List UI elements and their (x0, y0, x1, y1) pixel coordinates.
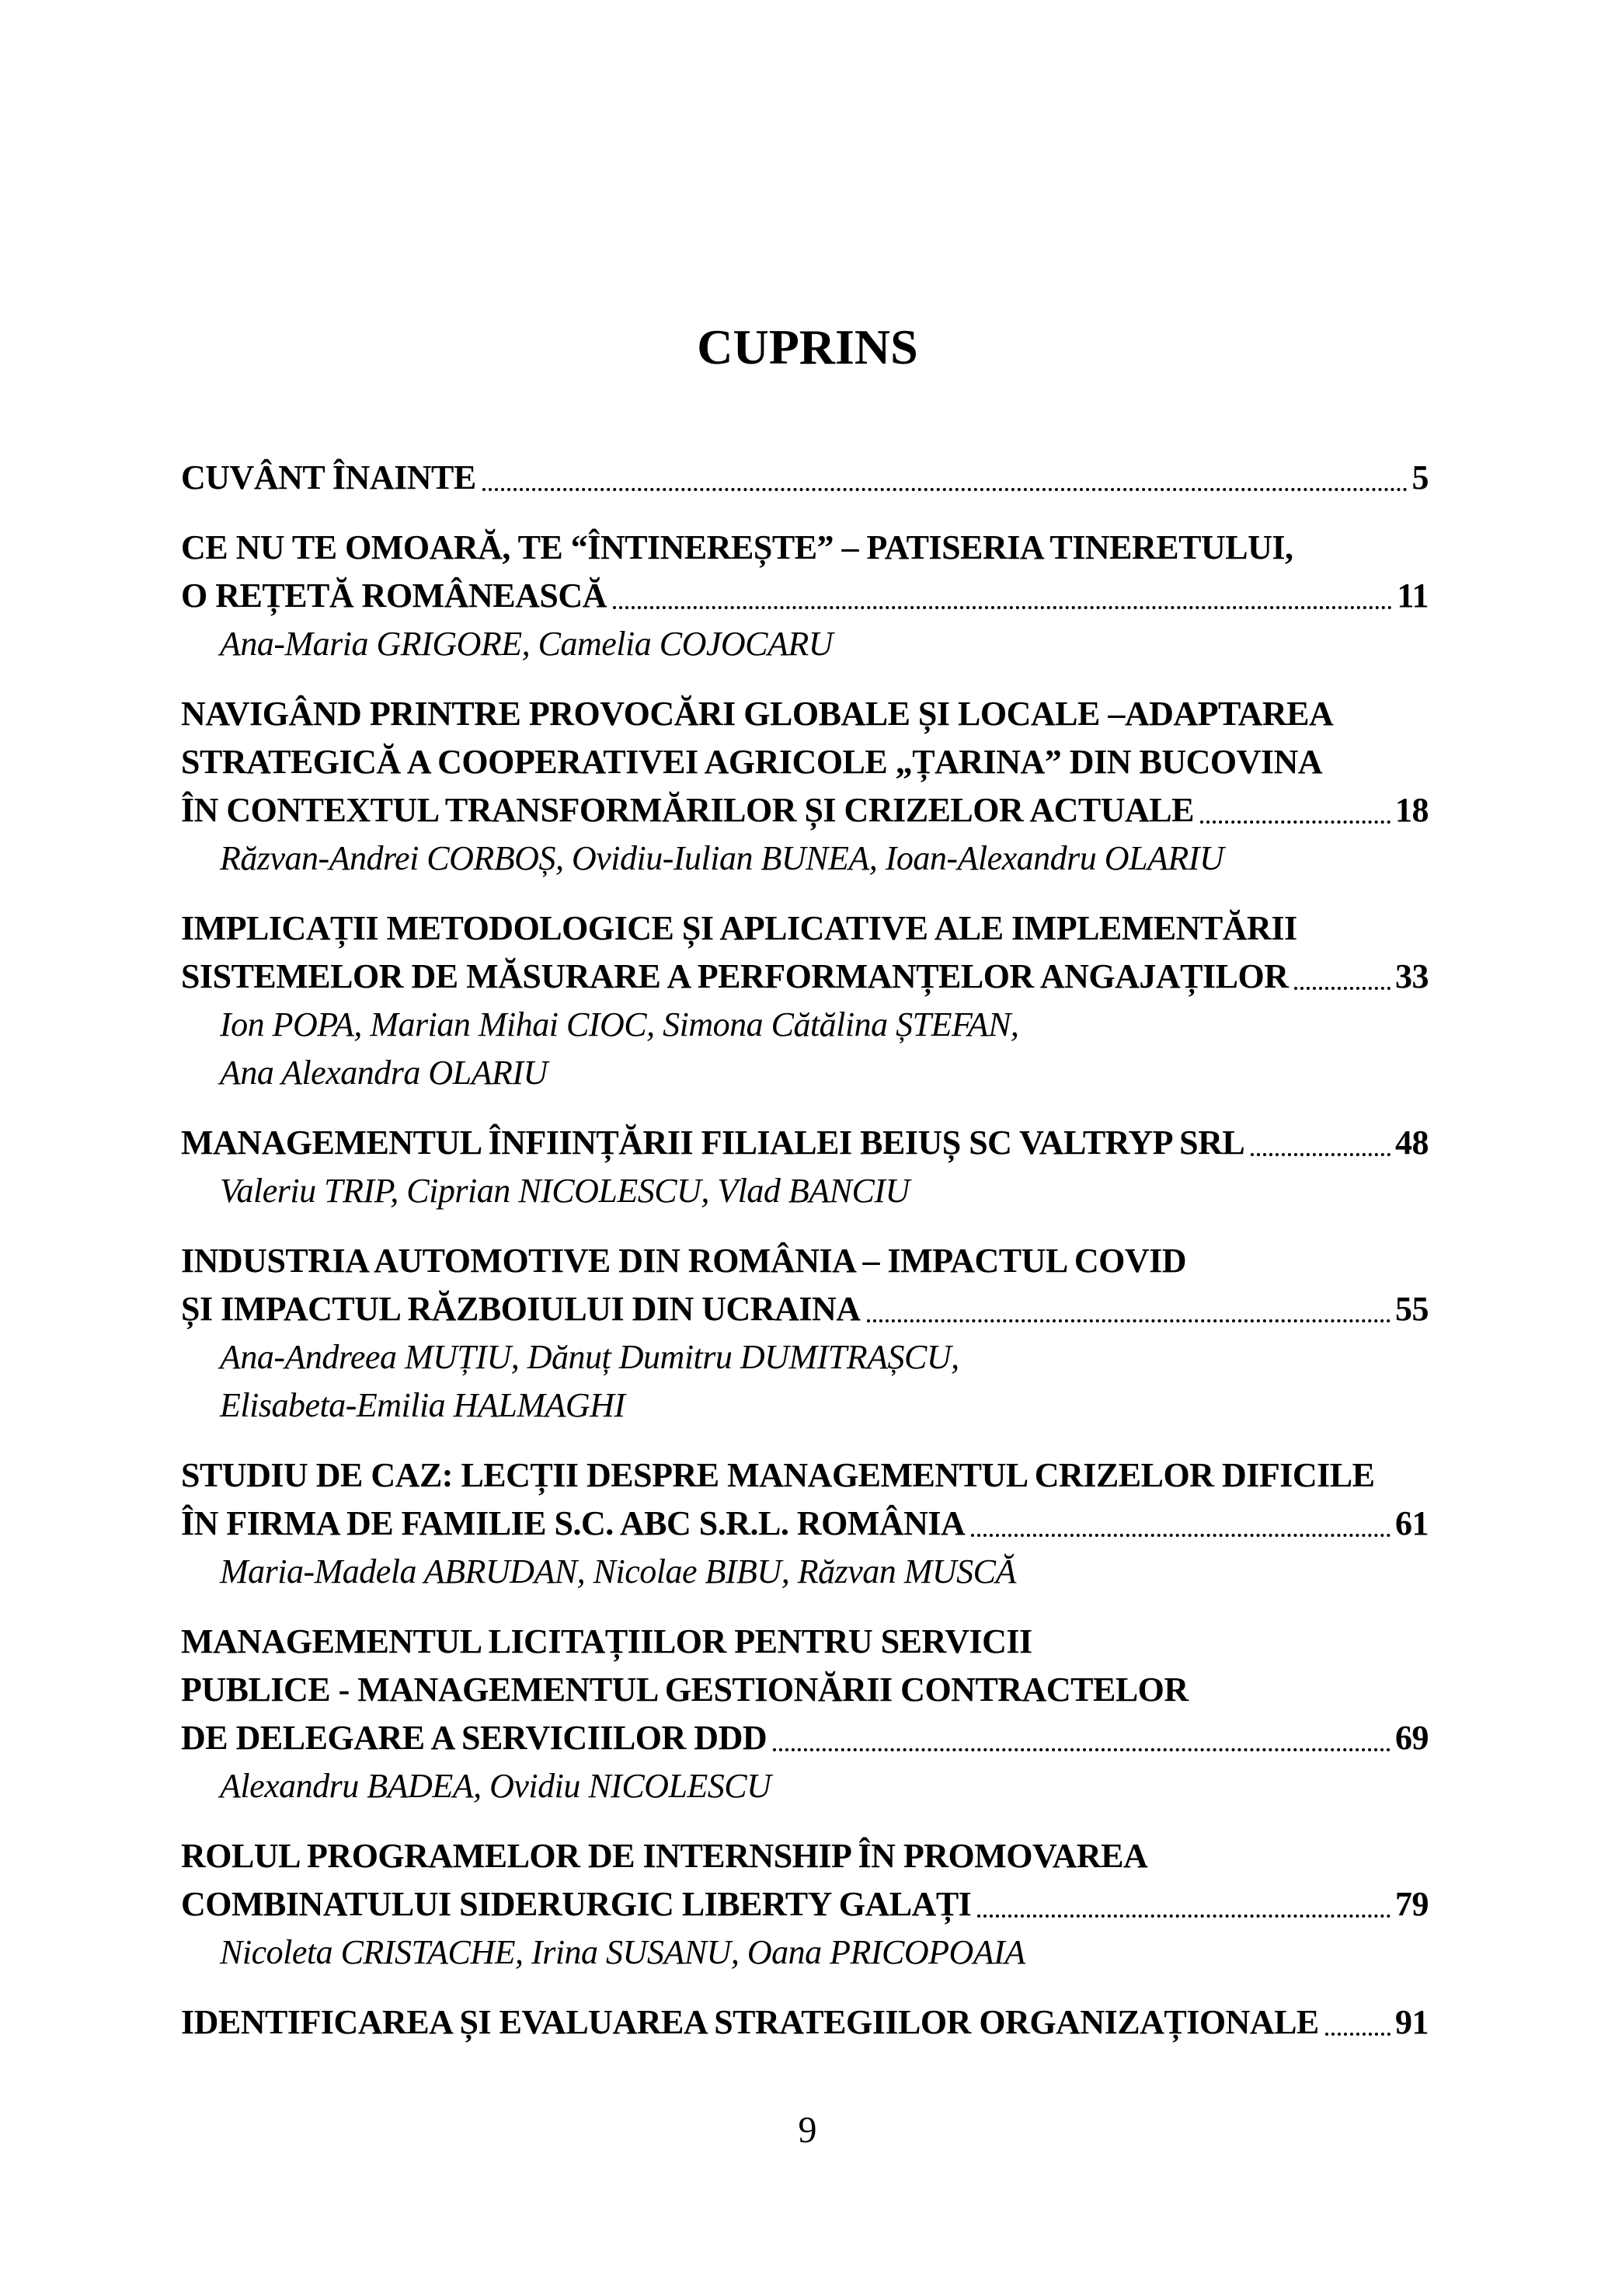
toc-entry-authors: Nicoleta CRISTACHE, Irina SUSANU, Oana PRICOPOAIA (220, 1933, 1025, 1971)
toc-entry-title-text: SISTEMELOR DE MĂSURARE A PERFORMANȚELOR ANGAJAȚILOR (181, 957, 1289, 995)
toc-entry-title-line (181, 572, 1429, 620)
toc-page-number: 79 (1395, 1885, 1429, 1923)
page-title: CUPRINS (697, 319, 918, 375)
toc-page-number: 5 (1411, 458, 1429, 496)
toc-entry-authors: Ion POPA, Marian Mihai CIOC, Simona Cătălina ȘTEFAN, (220, 1005, 1019, 1043)
toc-entry-title-text: ÎN CONTEXTUL TRANSFORMĂRILOR ȘI CRIZELOR ACTUALE (181, 791, 1194, 829)
dot-leader (1251, 1153, 1391, 1156)
toc-entry-title-line (181, 1500, 1429, 1548)
toc-entry-title-line (181, 1119, 1429, 1167)
dot-leader (971, 1534, 1391, 1537)
toc-entry-authors: Ana-Andreea MUȚIU, Dănuț Dumitru DUMITRAȘCU, (220, 1338, 959, 1376)
dot-leader (773, 1748, 1391, 1751)
toc-entry-title-line (181, 786, 1429, 834)
dot-leader (613, 606, 1393, 609)
toc-entry-title-line: CE NU TE OMOARĂ, TE “ÎNTINEREȘTE” – PATISERIA TINERETULUI, (181, 528, 1293, 566)
table-of-contents (181, 454, 1429, 2047)
dot-leader (977, 1914, 1391, 1918)
toc-entry-title-text: MANAGEMENTUL ÎNFIINȚĂRII FILIALEI BEIUȘ SC VALTRYP SRL (181, 1124, 1245, 1162)
toc-entry-title-line (181, 454, 1429, 502)
toc-entry-title-line: NAVIGÂND PRINTRE PROVOCĂRI GLOBALE ȘI LOCALE –ADAPTAREA (181, 695, 1334, 733)
toc-entry (181, 904, 1429, 1097)
toc-entry-title-line (181, 1285, 1429, 1333)
toc-entry-title-text: COMBINATULUI SIDERURGIC LIBERTY GALAȚI (181, 1885, 972, 1923)
toc-entry-title-text: ȘI IMPACTUL RĂZBOIULUI DIN UCRAINA (181, 1290, 861, 1328)
toc-entry (181, 690, 1429, 883)
toc-page-number: 18 (1395, 791, 1429, 829)
toc-entry-authors: Ana-Maria GRIGORE, Camelia COJOCARU (220, 625, 834, 663)
toc-entry (181, 1618, 1429, 1810)
toc-page-number: 48 (1395, 1124, 1429, 1162)
toc-entry-authors: Maria-Madela ABRUDAN, Nicolae BIBU, Răzvan MUSCĂ (220, 1552, 1016, 1590)
toc-entry-title-line (181, 1714, 1429, 1762)
toc-page-number: 55 (1395, 1290, 1429, 1328)
dot-leader (867, 1319, 1391, 1322)
toc-entry-title-line (181, 953, 1429, 1001)
dot-leader (1200, 820, 1391, 824)
toc-page-number: 69 (1395, 1719, 1429, 1757)
toc-entry-authors: Alexandru BADEA, Ovidiu NICOLESCU (220, 1767, 771, 1805)
toc-entry (181, 1119, 1429, 1215)
toc-entry (181, 524, 1429, 668)
folio-page-number: 9 (798, 2110, 817, 2151)
toc-entry (181, 1237, 1429, 1430)
toc-entry-title-line (181, 1998, 1429, 2047)
toc-page-number: 11 (1397, 577, 1429, 615)
toc-entry-authors: Răzvan-Andrei CORBOȘ, Ovidiu-Iulian BUNEA, Ioan-Alexandru OLARIU (220, 839, 1224, 877)
toc-entry (181, 1998, 1429, 2047)
toc-entry-title-line: IMPLICAȚII METODOLOGICE ȘI APLICATIVE ALE IMPLEMENTĂRII (181, 909, 1297, 947)
toc-entry-authors: Valeriu TRIP, Ciprian NICOLESCU, Vlad BANCIU (220, 1172, 910, 1210)
toc-entry (181, 454, 1429, 502)
toc-entry-title-line (181, 1880, 1429, 1928)
toc-page-number: 91 (1395, 2003, 1429, 2041)
dot-leader (1325, 2033, 1391, 2036)
toc-entry-title-line: STUDIU DE CAZ: LECȚII DESPRE MANAGEMENTUL CRIZELOR DIFICILE (181, 1456, 1375, 1494)
toc-page-number: 61 (1395, 1504, 1429, 1542)
toc-entry-title-line: PUBLICE - MANAGEMENTUL GESTIONĂRII CONTRACTELOR (181, 1671, 1189, 1709)
dot-leader (482, 488, 1408, 491)
toc-entry-title-line: INDUSTRIA AUTOMOTIVE DIN ROMÂNIA – IMPACTUL COVID (181, 1242, 1187, 1280)
toc-entry (181, 1832, 1429, 1977)
toc-entry-title-text: IDENTIFICAREA ȘI EVALUAREA STRATEGIILOR ORGANIZAȚIONALE (181, 2003, 1319, 2041)
toc-entry-title-line: STRATEGICĂ A COOPERATIVEI AGRICOLE „ȚARINA” DIN BUCOVINA (181, 743, 1323, 781)
toc-page-number: 33 (1395, 957, 1429, 995)
toc-entry-title-text: DE DELEGARE A SERVICIILOR DDD (181, 1719, 767, 1757)
dot-leader (1294, 987, 1391, 990)
toc-entry-title-line: ROLUL PROGRAMELOR DE INTERNSHIP ÎN PROMOVAREA (181, 1837, 1148, 1875)
toc-entry-authors: Ana Alexandra OLARIU (220, 1054, 548, 1092)
toc-entry (181, 1451, 1429, 1596)
toc-entry-authors: Elisabeta-Emilia HALMAGHI (220, 1386, 625, 1424)
toc-entry-title-text: O REȚETĂ ROMÂNEASCĂ (181, 577, 607, 615)
toc-entry-title-text: ÎN FIRMA DE FAMILIE S.C. ABC S.R.L. ROMÂNIA (181, 1504, 966, 1542)
toc-entry-title-line: MANAGEMENTUL LICITAȚIILOR PENTRU SERVICII (181, 1622, 1032, 1660)
toc-entry-title-text: CUVÂNT ÎNAINTE (181, 458, 476, 496)
